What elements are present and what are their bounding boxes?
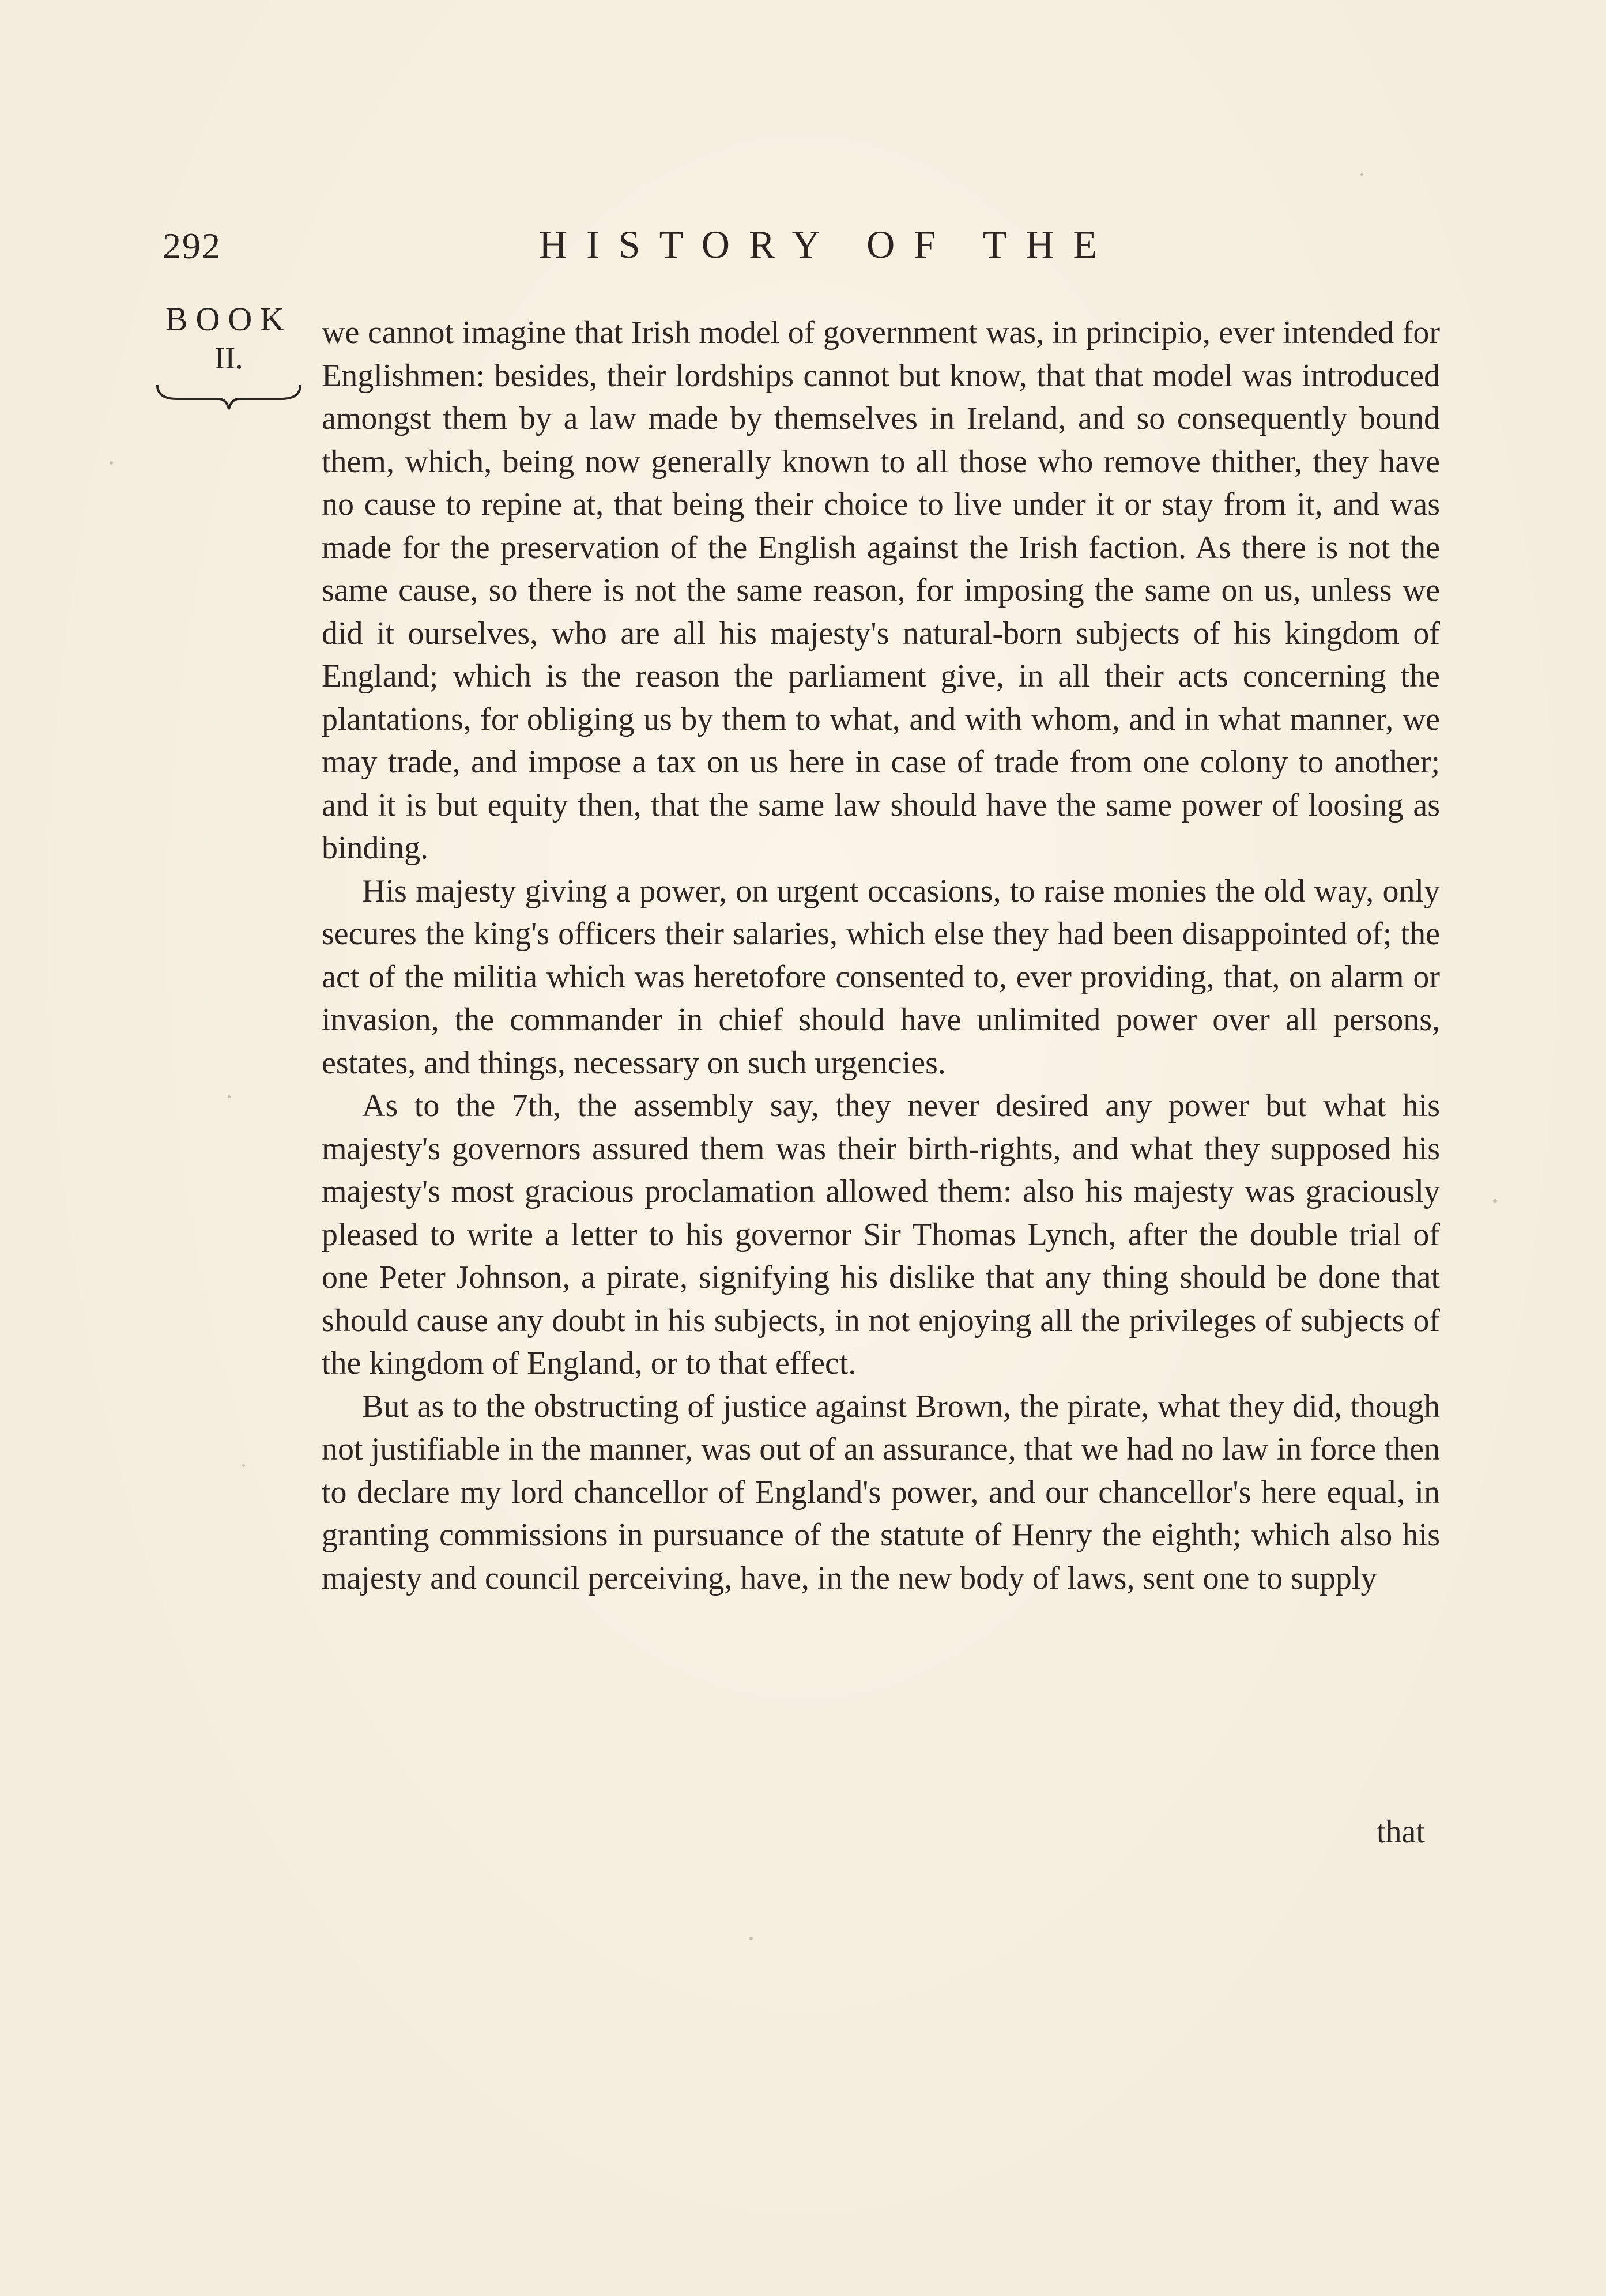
page-number: 292	[163, 225, 221, 266]
paragraph: As to the 7th, the assembly say, they never desired any power but what his majesty's governors assured them was their birth-rights, and what they supposed his majesty's most gracious proclamation allowed them: also his majesty was graciously pleased to write a letter to his governor Sir Thomas Lynch, after the double trial of one Peter Johnson, a pirate, signifying his dislike that any thing should be done that should cause any doubt in his subjects, in not enjoying all the privileges of subjects of the kingdom of England, or to that effect.	[322, 1088, 1440, 1381]
book-label: BOOK	[165, 300, 293, 338]
catchword: that	[1377, 1814, 1425, 1850]
brace-ornament	[154, 379, 304, 414]
body-text	[322, 311, 1440, 1600]
book-number: II.	[214, 341, 243, 375]
running-title: HISTORY OF THE	[539, 223, 1117, 266]
paragraph: we cannot imagine that Irish model of government was, in principio, ever intended for Englishmen: besides, their lordships cannot but know, that that model was introduced amongst them by a law made by themselves in Ireland, and so consequently bound them, which, being now generally known to all those who remove thither, they have no cause to repine at, that being their choice to live under it or stay from it, and was made for the preservation of the English against the Irish faction. As there is not the same cause, so there is not the same reason, for imposing the same on us, unless we did it ourselves, who are all his majesty's natural-born subjects of his kingdom of England; which is the reason the parliament give, in all their acts concerning the plantations, for obliging us by them to what, and with whom, and in what manner, we may trade, and impose a tax on us here in case of trade from one colony to another; and it is but equity then, that the same law should have the same power of loosing as binding.	[322, 315, 1440, 866]
paragraph: But as to the obstructing of justice against Brown, the pirate, what they did, though not justifiable in the manner, was out of an assurance, that we had no law in force then to declare my lord chancellor of England's power, and our chancellor's here equal, in granting commissions in pursuance of the statute of Henry the eighth; which also his majesty and council perceiving, have, in the new body of laws, sent one to supply	[322, 1388, 1440, 1596]
paragraph: His majesty giving a power, on urgent occasions, to raise monies the old way, only secures the king's officers their salaries, which else they had been disappointed of; the act of the militia which was heretofore consented to, ever providing, that, on alarm or invasion, the commander in chief should have unlimited power over all persons, estates, and things, necessary on such urgencies.	[322, 873, 1440, 1081]
margin-note	[145, 300, 312, 414]
